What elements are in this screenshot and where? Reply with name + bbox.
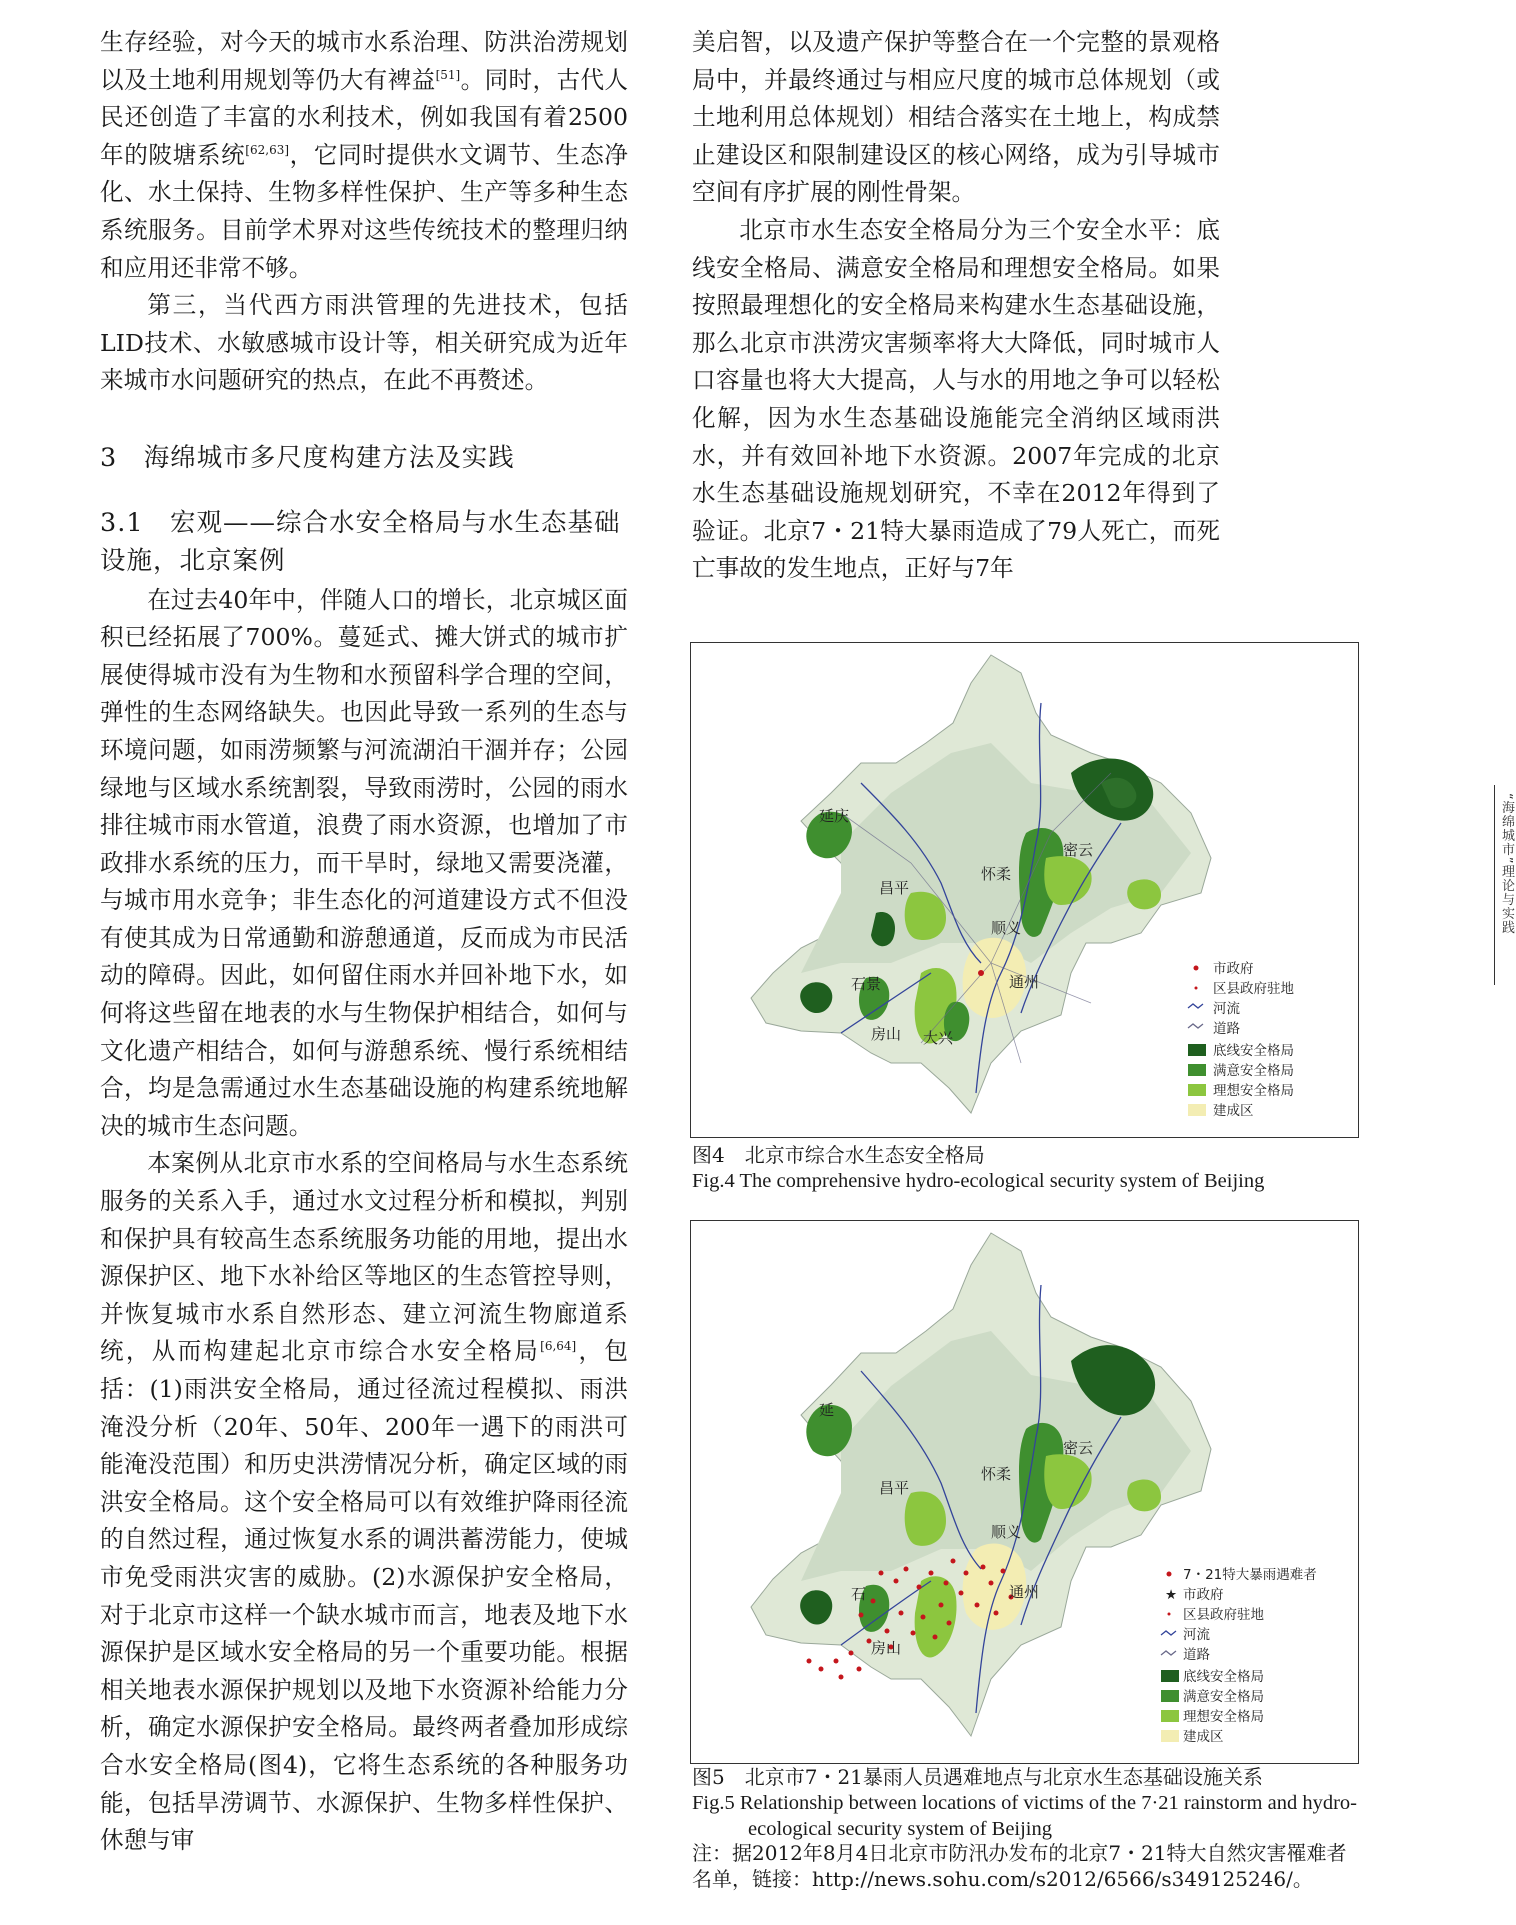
svg-text:底线安全格局: 底线安全格局 [1213, 1043, 1294, 1059]
beijing-map-5 [691, 1221, 1358, 1763]
figure-4-caption [692, 1142, 1362, 1194]
label-huairou: 怀柔 [981, 865, 1012, 883]
caption-cn: 图5 北京市7・21暴雨人员遇难地点与北京水生态基础设施关系 [692, 1765, 1263, 1789]
section-heading: 3 海绵城市多尺度构建方法及实践 [100, 442, 515, 473]
right-column [692, 24, 1220, 588]
label-changping: 昌平 [879, 1479, 910, 1497]
svg-text:河流: 河流 [1213, 1001, 1240, 1017]
label-tongzhou: 通州 [1009, 973, 1040, 991]
label-shunyi: 顺义 [991, 1523, 1022, 1541]
caption-en: Fig.5 Relationship between locations of victims of the 7·21 rainstorm and hydro-ecological security system of Beijing [692, 1792, 1357, 1840]
svg-text:理想安全格局: 理想安全格局 [1183, 1709, 1264, 1725]
label-changping: 昌平 [879, 879, 910, 897]
svg-text:建成区: 建成区 [1183, 1729, 1224, 1745]
paragraph: 第三，当代西方雨洪管理的先进技术，包括LID技术、水敏感城市设计等，相关研究成为近年来城市水问题研究的热点，在此不再赘述。 [100, 291, 628, 395]
label-shijingshan: 石景 [851, 975, 882, 993]
left-column [100, 24, 628, 1860]
figure-4-map [690, 642, 1359, 1138]
paragraph: 在过去40年中，伴随人口的增长，北京城区面积已经拓展了700%。蔓延式、摊大饼式的城市扩展使得城市没有为生物和水预留科学合理的空间，弹性的生态网络缺失。也因此导致一系列的生态与环境问题，如雨涝频繁与河流湖泊干涸并存；公园绿地与区域水系统割裂，导致雨涝时，公园的雨水排往城市雨水管道，浪费了雨水资源，也增加了市政排水系统的压力，而干旱时，绿地又需要浇灌，与城市用水竞争；非生态化的河道建设方式不但没有使其成为日常通勤和游憩通道，反而成为市民活动的障碍。因此，如何留住雨水并回补地下水，如何将这些留在地表的水与生物保护相结合，如何与文化遗产相结合，如何与游憩系统、慢行系统相结合，均是急需通过水生态基础设施的构建系统地解决的城市生态问题。 [100, 585, 628, 1140]
svg-text:河流: 河流 [1183, 1627, 1210, 1643]
label-tongzhou: 通州 [1009, 1583, 1040, 1601]
svg-text:市政府: 市政府 [1213, 961, 1254, 977]
caption-en: Fig.4 The comprehensive hydro-ecological security system of Beijing [692, 1170, 1265, 1192]
svg-text:7・21特大暴雨遇难者: 7・21特大暴雨遇难者 [1183, 1567, 1317, 1583]
svg-text:道路: 道路 [1213, 1021, 1240, 1037]
svg-text:区县政府驻地: 区县政府驻地 [1183, 1607, 1264, 1623]
label-miyun: 密云 [1063, 841, 1094, 859]
figure-5-caption [692, 1764, 1362, 1842]
label-yanqing: 延 [819, 1401, 835, 1419]
paragraph: 美启智，以及遗产保护等整合在一个完整的景观格局中，并最终通过与相应尺度的城市总体规划（或土地利用总体规划）相结合落实在土地上，构成禁止建设区和限制建设区的核心网络，成为引导城市空间有序扩展的刚性骨架。 [692, 28, 1220, 207]
label-yanqing: 延庆 [819, 807, 850, 825]
beijing-map-4 [691, 643, 1358, 1137]
svg-text:建成区: 建成区 [1213, 1103, 1254, 1119]
svg-text:市政府: 市政府 [1183, 1587, 1224, 1603]
city-government-marker [978, 970, 984, 976]
svg-text:理想安全格局: 理想安全格局 [1213, 1083, 1294, 1099]
paragraph: 本案例从北京市水系的空间格局与水生态系统服务的关系入手，通过水文过程分析和模拟，判别和保护具有较高生态系统服务功能的用地，提出水源保护区、地下水补给区等地区的生态管控导则，并恢复城市水系自然形态、建立河流生物廊道系统，从而构建起北京市综合水安全格局[6,64]，包括：(1)雨洪安全格局，通过径流过程模拟、雨洪淹没分析（20年、50年、200年一遇下的雨洪可能淹没范围）和历史洪涝情况分析，确定区域的雨洪安全格局。这个安全格局可以有效维护降雨径流的自然过程，通过恢复水系的调洪蓄涝能力，使城市免受雨洪灾害的威胁。(2)水源保护安全格局，对于北京市这样一个缺水城市而言，地表及地下水源保护是区域水安全格局的另一个重要功能。根据相关地表水源保护规划以及地下水资源补给能力分析，确定水源保护安全格局。最终两者叠加形成综合水安全格局(图4)，它将生态系统的各种服务功能，包括旱涝调节、水源保护、生物多样性保护、休憩与审 [100, 1149, 629, 1855]
figure-5-note: 注：据2012年8月4日北京市防汛办发布的北京7・21特大自然灾害罹难者名单，链接：http://news.sohu.com/s2012/6566/s349125246/。 [692, 1841, 1347, 1891]
svg-text:满意安全格局: 满意安全格局 [1183, 1689, 1264, 1705]
figure-5-map [690, 1220, 1359, 1764]
side-tab-label: “海绵城市”理论与实践 [1499, 793, 1514, 935]
label-shijingshan: 石 [851, 1585, 867, 1603]
label-huairou: 怀柔 [981, 1465, 1012, 1483]
svg-text:满意安全格局: 满意安全格局 [1213, 1063, 1294, 1079]
caption-cn: 图4 北京市综合水生态安全格局 [692, 1143, 985, 1167]
subsection-heading: 3.1 宏观——综合水安全格局与水生态基础设施，北京案例 [100, 507, 621, 576]
paragraph: 生存经验，对今天的城市水系治理、防洪治涝规划以及土地利用规划等仍大有裨益[51]。同时，古代人民还创造了丰富的水利技术，例如我国有着2500年的陂塘系统[62,63]，它同时提供水文调节、生态净化、水土保持、生物多样性保护、生产等多种生态系统服务。目前学术界对这些传统技术的整理归纳和应用还非常不够。 [100, 28, 629, 282]
svg-text:道路: 道路 [1183, 1647, 1210, 1663]
label-miyun: 密云 [1063, 1439, 1094, 1457]
paragraph: 北京市水生态安全格局分为三个安全水平：底线安全格局、满意安全格局和理想安全格局。如果按照最理想化的安全格局来构建水生态基础设施，那么北京市洪涝灾害频率将大大降低，同时城市人口容量也将大大提高，人与水的用地之争可以轻松化解，因为水生态基础设施能完全消纳区域雨洪水，并有效回补地下水资源。2007年完成的北京水生态基础设施规划研究，不幸在2012年得到了验证。北京7・21特大暴雨造成了79人死亡，而死亡事故的发生地点，正好与7年 [692, 215, 1220, 583]
label-shunyi: 顺义 [991, 919, 1022, 937]
svg-text:★: ★ [1165, 1587, 1178, 1603]
label-fangshan: 房山 [871, 1639, 902, 1657]
svg-text:区县政府驻地: 区县政府驻地 [1213, 981, 1294, 997]
label-fangshan: 房山 [871, 1025, 902, 1043]
svg-text:底线安全格局: 底线安全格局 [1183, 1669, 1264, 1685]
label-daxing: 大兴 [923, 1029, 954, 1047]
